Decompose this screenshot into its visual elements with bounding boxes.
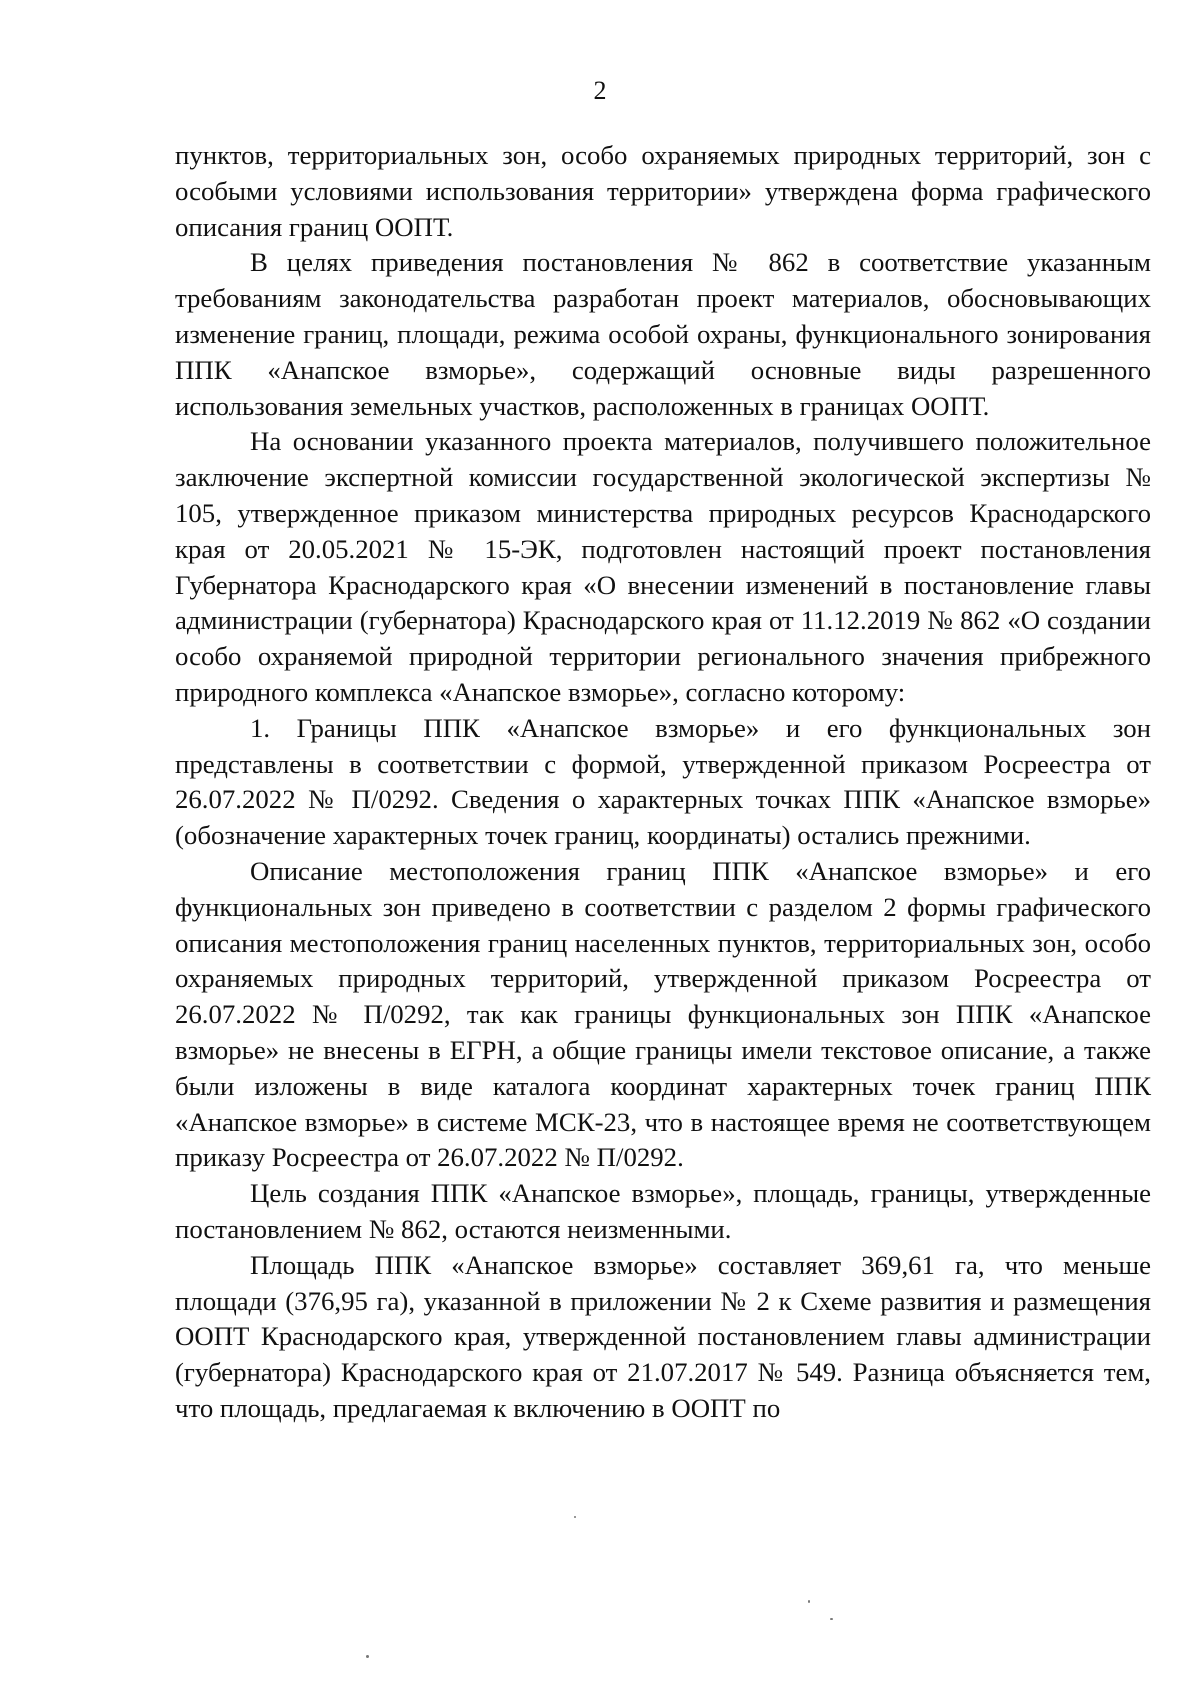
paragraph-2: В целях приведения постановления № 862 в соответствие указанным требованиям законодательства разработан проект материалов, обосновывающих изменение границ, площади, режима особой охраны, функционального зонирования ППК «Анапское взморье», содержащий основные виды разрешенного использования земельных участков, расположенных в границах ООПТ. <box>175 247 1151 421</box>
paragraph-5: Описание местоположения границ ППК «Анапское взморье» и его функциональных зон приведено в соответствии с разделом 2 формы графического описания местоположения границ населенных пунктов, территориальных зон, особо охраняемых природных территорий, утвержденной приказом Росреестра от 26.07.2022 № П/0292, так как границы функциональных зон ППК «Анапское взморье» не внесены в ЕГРН, а общие границы имели текстовое описание, а также были изложены в виде каталога координат характерных точек границ ППК «Анапское взморье» в системе МСК-23, что в настоящее время не соответствующем приказу Росреестра от 26.07.2022 № П/0292. <box>175 855 1151 1173</box>
paragraph-1: пунктов, территориальных зон, особо охраняемых природных территорий, зон с особыми условиями использования территории» утверждена форма графического описания границ ООПТ. <box>175 140 1151 242</box>
scan-speck <box>830 1618 833 1620</box>
scan-speck <box>808 1600 810 1603</box>
page-number: 2 <box>593 76 607 105</box>
paragraph-6: Цель создания ППК «Анапское взморье», площадь, границы, утвержденные постановлением № 862, остаются неизменными. <box>175 1178 1151 1244</box>
paragraph-3: На основании указанного проекта материалов, получившего положительное заключение экспертной комиссии государственной экологической экспертизы № 105, утвержденное приказом министерства природных ресурсов Краснодарского края от 20.05.2021 № 15-ЭК, подготовлен настоящий проект постановления Губернатора Краснодарского края «О внесении изменений в постановление главы администрации (губернатора) Краснодарского края от 11.12.2019 № 862 «О создании особо охраняемой природной территории регионального значения прибрежного природного комплекса «Анапское взморье», согласно которому: <box>175 426 1151 707</box>
paragraph-7: Площадь ППК «Анапское взморье» составляет 369,61 га, что меньше площади (376,95 га), указанной в приложении № 2 к Схеме развития и размещения ООПТ Краснодарского края, утвержденной постановлением главы администрации (губернатора) Краснодарского края от 21.07.2017 № 549. Разница объясняется тем, что площадь, предлагаемая к включению в ООПТ по <box>175 1249 1151 1423</box>
scan-speck <box>366 1655 369 1658</box>
document-body <box>175 138 1151 1427</box>
scan-speck <box>574 1516 576 1518</box>
paragraph-4: 1. Границы ППК «Анапское взморье» и его функциональных зон представлены в соответствии с формой, утвержденной приказом Росреестра от 26.07.2022 № П/0292. Сведения о характерных точках ППК «Анапское взморье» (обозначение характерных точек границ, координаты) остались прежними. <box>175 712 1151 851</box>
